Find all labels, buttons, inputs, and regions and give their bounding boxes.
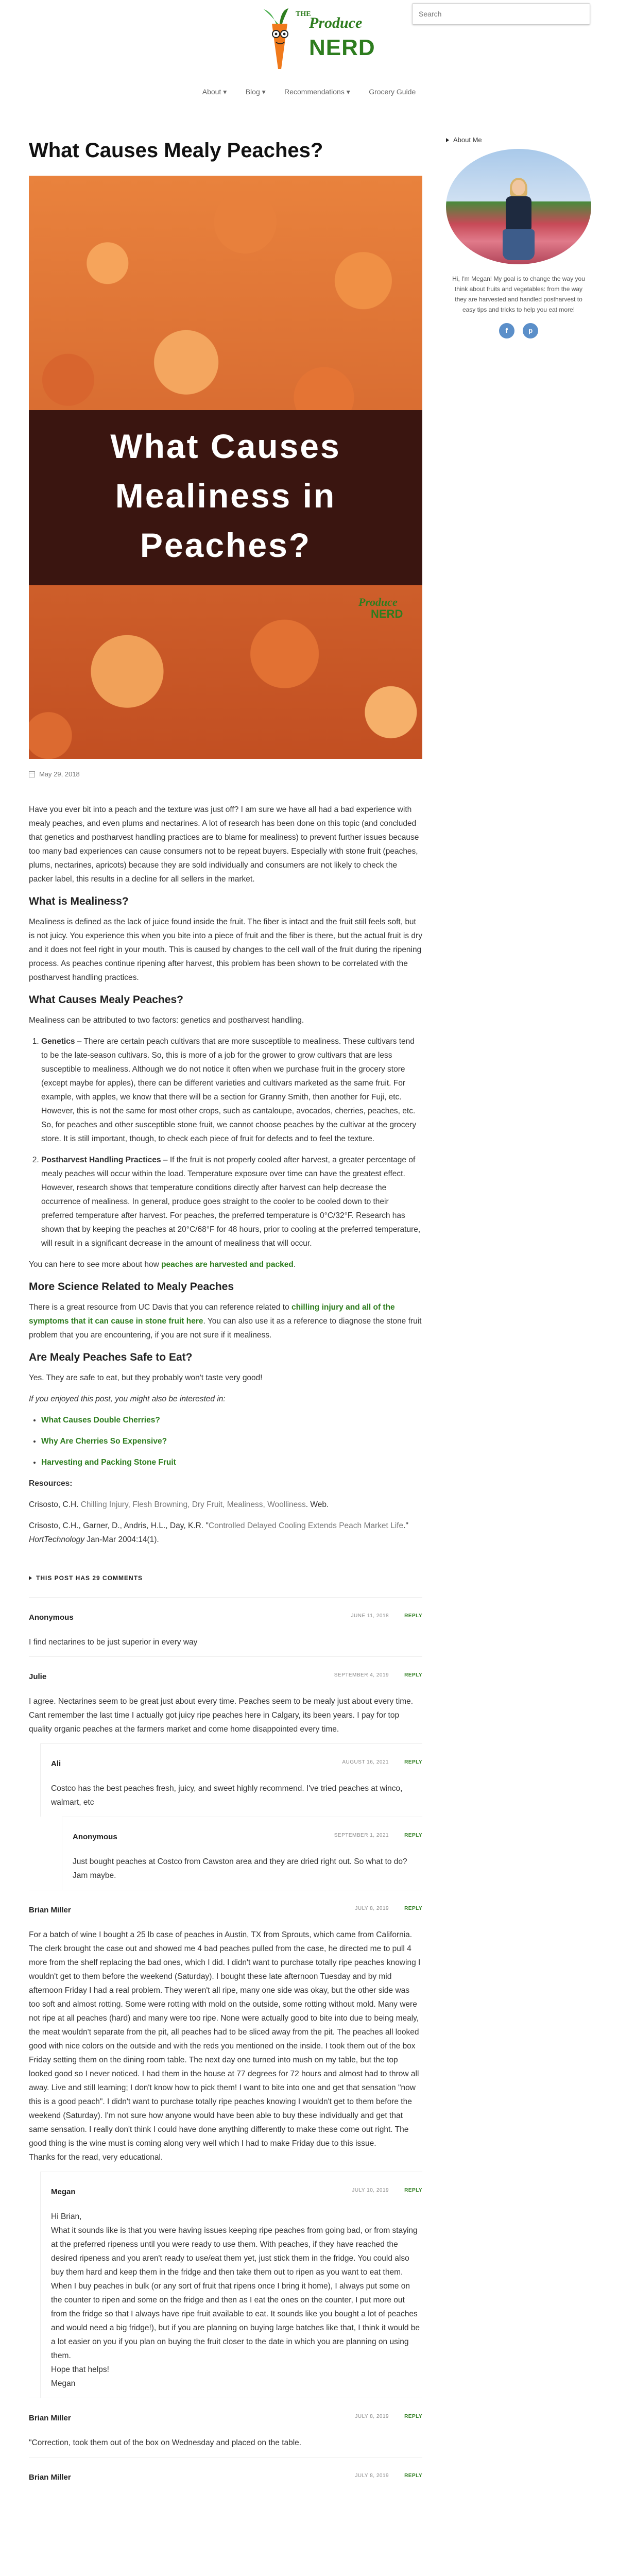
- reply-button[interactable]: REPLY: [404, 2473, 422, 2479]
- text: . Web.: [305, 1500, 329, 1509]
- harvest-pack-link[interactable]: peaches are harvested and packed: [161, 1260, 294, 1269]
- site-header: [0, 0, 618, 113]
- text: . You can also use it as a reference to diagnose the stone fruit problem that you are encountering, if you are not sure if it mealiness.: [29, 1317, 422, 1340]
- related-post-link[interactable]: Why Are Cherries So Expensive?: [41, 1437, 167, 1446]
- comment: [29, 2457, 422, 2502]
- paragraph: Mealiness can be attributed to two factors: genetics and postharvest handling.: [29, 1016, 304, 1025]
- related-post-link[interactable]: Harvesting and Packing Stone Fruit: [41, 1458, 176, 1467]
- comment-body: "Correction, took them out of the box on Wednesday and placed on the table.: [29, 2438, 302, 2447]
- comment-author: Brian Miller: [29, 2473, 71, 2482]
- comment-date: JULY 8, 2019: [355, 2414, 389, 2419]
- logo-nerd: NERD: [309, 35, 375, 60]
- author-head: [512, 180, 525, 195]
- comment: [29, 1597, 422, 1656]
- post-title: What Causes Mealy Peaches?: [29, 139, 323, 162]
- comment-date: JULY 8, 2019: [355, 1906, 389, 1911]
- about-title-text: About Me: [453, 136, 482, 144]
- causes-list: [29, 1035, 422, 1250]
- paragraph: Mealiness is defined as the lack of juice found inside the fruit. The fiber is intact and the fruit still feels soft, but is not juicy. You experience this when you bite into a piece of fruit and the fiber is there, but the actual fruit is dry and it does not feel right in your mouth. This is caused by changes to the cell wall of the fruit during the ripening process. As peaches continue ripening after harvest, this problem has been shown to be correlated with the postharvest handling practices.: [29, 918, 422, 982]
- triangle-icon: [29, 1576, 32, 1580]
- nav-item-label: Grocery Guide: [369, 88, 416, 96]
- text: .: [293, 1260, 296, 1269]
- paragraph: [29, 1258, 422, 1272]
- nav-item-label: Recommendations: [284, 88, 345, 96]
- hero-title-line: Peaches?: [140, 526, 312, 564]
- hero-logo-produce: Produce: [358, 596, 398, 608]
- about-text: Hi, I'm Megan! My goal is to change the way you think about fruits and vegetables: from the way they are harvested and handled postharvest to easy tips and tricks to help you eat more!: [452, 275, 585, 313]
- carrot-mascot-icon: [251, 8, 303, 72]
- reference-link[interactable]: Controlled Delayed Cooling Extends Peach Market Life: [208, 1521, 404, 1530]
- comment-body: For a batch of wine I bought a 25 lb case of peaches in Austin, TX from Sprouts, which came from California. The clerk brought the case out and showed me 4 bad peaches pulled from the case, he directed me to pull 4 more from the shelf replacing the bad ones, which I did. I didn't want to purchase totally ripe peaches knowing I wouldn't get to them before the weekend (Saturday). I bought these late afternoon Tuesday and by mid afternoon Friday I had a real problem. They weren't all ripe, many one side was okay, but the other side was too soft and almost rotting. Some were rotting with mold on the outside, some rotting without mold. Many were not ripe at all peaches (hard) and many were too ripe. None were actually good to bite into due to being mealy, the meat wouldn't separate from the pit, all peaches had to be sliced away from the pit. The peaches all looked good with nice colors on the outside and with the reds you mentioned on the inside. I took them out of the box Friday setting them on the dining room table. The next day one turned into mush on my table, but the top looked good so I never noticed. I had them in the house at 77 degrees for 72 hours and almost had to throw all away. Live and still learning; I don't know how to pick them! I want to bite into one and get that sensation "now this is a good peach". I didn't want to purchase totally ripe peaches knowing I wouldn't get to them before the weekend (Saturday). I'm not sure how anyone would have been able to buy these individually and get that same sensation. I really don't think I could have done anything differently to make these come out right. The good thing is the wine must is coming along very well which I had to make Friday due to this issue. Thanks for the read, very educational.: [29, 1930, 421, 2162]
- paragraph: If you enjoyed this post, you might also be interested in:: [29, 1395, 226, 1403]
- comment-body: Just bought peaches at Costco from Cawston area and they are dried right out. So what to do? Jam maybe.: [73, 1857, 407, 1880]
- comment-author: Anonymous: [73, 1833, 117, 1841]
- comment: [40, 2172, 422, 2398]
- reply-button[interactable]: REPLY: [404, 2414, 422, 2419]
- site-logo[interactable]: [251, 8, 375, 72]
- comment-body: I agree. Nectarines seem to be great just about every time. Peaches seem to be mealy just about every time. Cant remember the last time I actually got juicy ripe peaches here in Calgary, its been years. I pay for top quality organic peaches at the farmers market and come home disappointed every time.: [29, 1697, 414, 1734]
- comment-body: I find nectarines to be just superior in every way: [29, 1638, 198, 1647]
- comment-date: JUNE 11, 2018: [351, 1613, 389, 1619]
- chevron-down-icon: ▾: [262, 88, 266, 96]
- logo-the: THE: [296, 10, 311, 18]
- text: You can here to see more about how: [29, 1260, 162, 1269]
- logo-produce: Produce: [309, 14, 363, 31]
- post-date: [29, 770, 422, 778]
- comments-list: [29, 1597, 422, 2502]
- related-posts-list: [29, 1413, 422, 1469]
- text: Crisosto, C.H., Garner, D., Andris, H.L., Day, K.R. ": [29, 1521, 209, 1530]
- journal-name: HortTechnology: [29, 1535, 84, 1544]
- comment: [62, 1817, 422, 1890]
- comment-author: Brian Miller: [29, 2414, 71, 2422]
- about-widget-title: [446, 136, 591, 144]
- pinterest-icon[interactable]: p: [523, 323, 538, 338]
- text: Crisosto, C.H.: [29, 1500, 81, 1509]
- comment-author: Julie: [29, 1672, 47, 1681]
- reply-button[interactable]: REPLY: [404, 1613, 422, 1619]
- sidebar: [446, 136, 591, 338]
- reply-button[interactable]: REPLY: [404, 1833, 422, 1838]
- comments-header: [29, 1574, 422, 1582]
- list-item-label: Genetics: [41, 1037, 75, 1046]
- comments-count: THIS POST HAS 29 COMMENTS: [36, 1574, 143, 1582]
- author-photo: [446, 149, 591, 264]
- nav-item-blog[interactable]: [246, 88, 266, 96]
- comment-author: Megan: [51, 2188, 76, 2196]
- reference: [29, 1519, 422, 1547]
- reply-button[interactable]: REPLY: [404, 1672, 422, 1678]
- text: There is a great resource from UC Davis that you can reference related to: [29, 1303, 292, 1312]
- nav-item-grocery-guide[interactable]: [369, 88, 416, 96]
- list-item: [41, 1035, 422, 1146]
- nav-item-label: About: [202, 88, 221, 96]
- author-skirt: [503, 229, 535, 260]
- list-item-text: – There are certain peach cultivars that are more susceptible to mealiness. These cultivars tend to be the late-season cultivars. So, this is more of a job for the grower to grow cultivars that are less susceptible to mealiness. Although we do not notice it often when we purchase fruit in the grocery store (except maybe for apples), there can be different varieties and cultivars marketed as the same fruit. For example, with apples, we know that there will be a section for Granny Smith, then another for Fuji, etc. However, this is not the same for most other crops, such as cantaloupe, avocados, cherries, peaches, etc. So, for peaches and other susceptible stone fruit, we cannot choose peaches by the cultivar at the grocery store. It is still important, though, to check each piece of fruit for defects and to feel the texture.: [41, 1037, 417, 1143]
- paragraph: [29, 1300, 422, 1342]
- section-heading: What Causes Mealy Peaches?: [29, 994, 183, 1006]
- reply-button[interactable]: REPLY: [404, 1906, 422, 1911]
- article-body: [29, 803, 422, 1547]
- main-content: [29, 139, 422, 2502]
- section-heading: Are Mealy Peaches Safe to Eat?: [29, 1351, 193, 1363]
- section-heading: What is Mealiness?: [29, 895, 129, 907]
- main-nav: [0, 88, 618, 97]
- paragraph: Yes. They are safe to eat, but they probably won't taste very good!: [29, 1374, 263, 1382]
- comment-author: Anonymous: [29, 1613, 74, 1622]
- section-heading: More Science Related to Mealy Peaches: [29, 1281, 234, 1293]
- hero-image: [29, 176, 422, 759]
- author-torso: [506, 196, 531, 232]
- related-post-link[interactable]: What Causes Double Cherries?: [41, 1416, 160, 1425]
- reference: [29, 1498, 422, 1512]
- chevron-down-icon: ▾: [346, 88, 350, 96]
- chevron-down-icon: ▾: [223, 88, 227, 96]
- comment: [29, 1656, 422, 1743]
- comment-author: Brian Miller: [29, 1906, 71, 1914]
- list-item: [41, 1153, 422, 1250]
- hero-title-line: Mealiness in: [115, 477, 336, 515]
- chilling-injury-link[interactable]: chilling injury and all of the symptoms that it can cause in stone fruit here: [29, 1303, 395, 1326]
- search-input[interactable]: [412, 3, 590, 25]
- comment-date: SEPTEMBER 4, 2019: [334, 1672, 389, 1678]
- reply-button[interactable]: REPLY: [404, 2188, 422, 2193]
- reference-link[interactable]: Chilling Injury, Flesh Browning, Dry Fruit, Mealiness, Woolliness: [80, 1500, 306, 1509]
- comment: [40, 1743, 422, 1817]
- resources-heading: Resources:: [29, 1479, 73, 1488]
- comment-date: AUGUST 16, 2021: [342, 1759, 389, 1765]
- hero-logo-nerd: NERD: [371, 607, 403, 620]
- nav-item-about[interactable]: [202, 88, 227, 96]
- author-figure: [503, 180, 535, 262]
- calendar-icon: [29, 771, 35, 777]
- comment-body: Hi Brian, What it sounds like is that you were having issues keeping ripe peaches from going bad, or from staying at the preferred ripeness until you were ready to use them. With peaches, if they have reached the desired ripeness and you aren't ready to use/eat them yet, just stick them in the fridge. You could also buy them hard and keep them in the fridge and then take them out to ripen as you want to eat them. When I buy peaches in bulk (or any sort of fruit that ripens once I bring it home), I always put some on the counter to ripen and some on the fridge and then as I eat the ones on the counter, I put more out from the fridge so that I always have ripe fruit available to eat. It sounds like you bought a lot of peaches and would need a big fridge!), but if you are planning on buying large batches like that, I think it would be a lot easier on you if you plan on buying the fruit closer to the date in which you are planning on using them. Hope that helps! Megan: [51, 2212, 420, 2388]
- comment: [29, 1890, 422, 2172]
- social-links: [446, 323, 591, 338]
- comment-date: JULY 8, 2019: [355, 2473, 389, 2479]
- list-item-label: Postharvest Handling Practices: [41, 1156, 161, 1164]
- related-post-item: [41, 1455, 422, 1469]
- text: .": [403, 1521, 408, 1530]
- facebook-icon[interactable]: f: [499, 323, 514, 338]
- comment-date: JULY 10, 2019: [352, 2188, 389, 2193]
- text: Jan-Mar 2004:14(1).: [84, 1535, 159, 1544]
- nav-item-recommendations[interactable]: [284, 88, 350, 96]
- triangle-icon: [446, 138, 449, 142]
- nav-item-label: Blog: [245, 88, 260, 96]
- reply-button[interactable]: REPLY: [404, 1759, 422, 1765]
- post-date-text: May 29, 2018: [39, 770, 80, 778]
- comment-body: Costco has the best peaches fresh, juicy, and sweet highly recommend. I've tried peaches at winco, walmart, etc: [51, 1784, 403, 1807]
- related-post-item: [41, 1413, 422, 1427]
- comment-date: SEPTEMBER 1, 2021: [334, 1833, 389, 1838]
- hero-title-band: [29, 410, 422, 585]
- paragraph: Have you ever bit into a peach and the texture was just off? I am sure we have all had a bad experience with mealy peaches, and even plums and nectarines. A lot of research has been done on this topic (and concluded that genetics and postharvest handling practices are to blame for mealiness) to prevent further issues because too many bad experiences can cause consumers not to be repeat buyers. Especially with stone fruit (peaches, plums, nectarines, apricots) because they are sold individually and consumers are not likely to check the packer label, this results in a decline for all sellers in the market.: [29, 805, 419, 884]
- comment: [29, 2398, 422, 2457]
- comment-author: Ali: [51, 1759, 61, 1768]
- hero-title-line: What Causes: [110, 427, 341, 465]
- list-item-text: – If the fruit is not properly cooled after harvest, a greater percentage of mealy peaches will occur within the load. Temperature exposure over time can have the greatest effect. However, research shows that temperature conditions directly after harvest can help decrease the occurrence of mealiness. In general, produce goes straight to the cooler to be cooled down to their preferred temperature after harvest. For peaches, the preferred temperature is 0°C/32°F. Research has shown that by keeping the peaches at 20°C/68°F for 48 hours, prior to cooling at the preferred temperature, will result in a significant decrease in the amount of mealiness that will occur.: [41, 1156, 421, 1248]
- related-post-item: [41, 1434, 422, 1448]
